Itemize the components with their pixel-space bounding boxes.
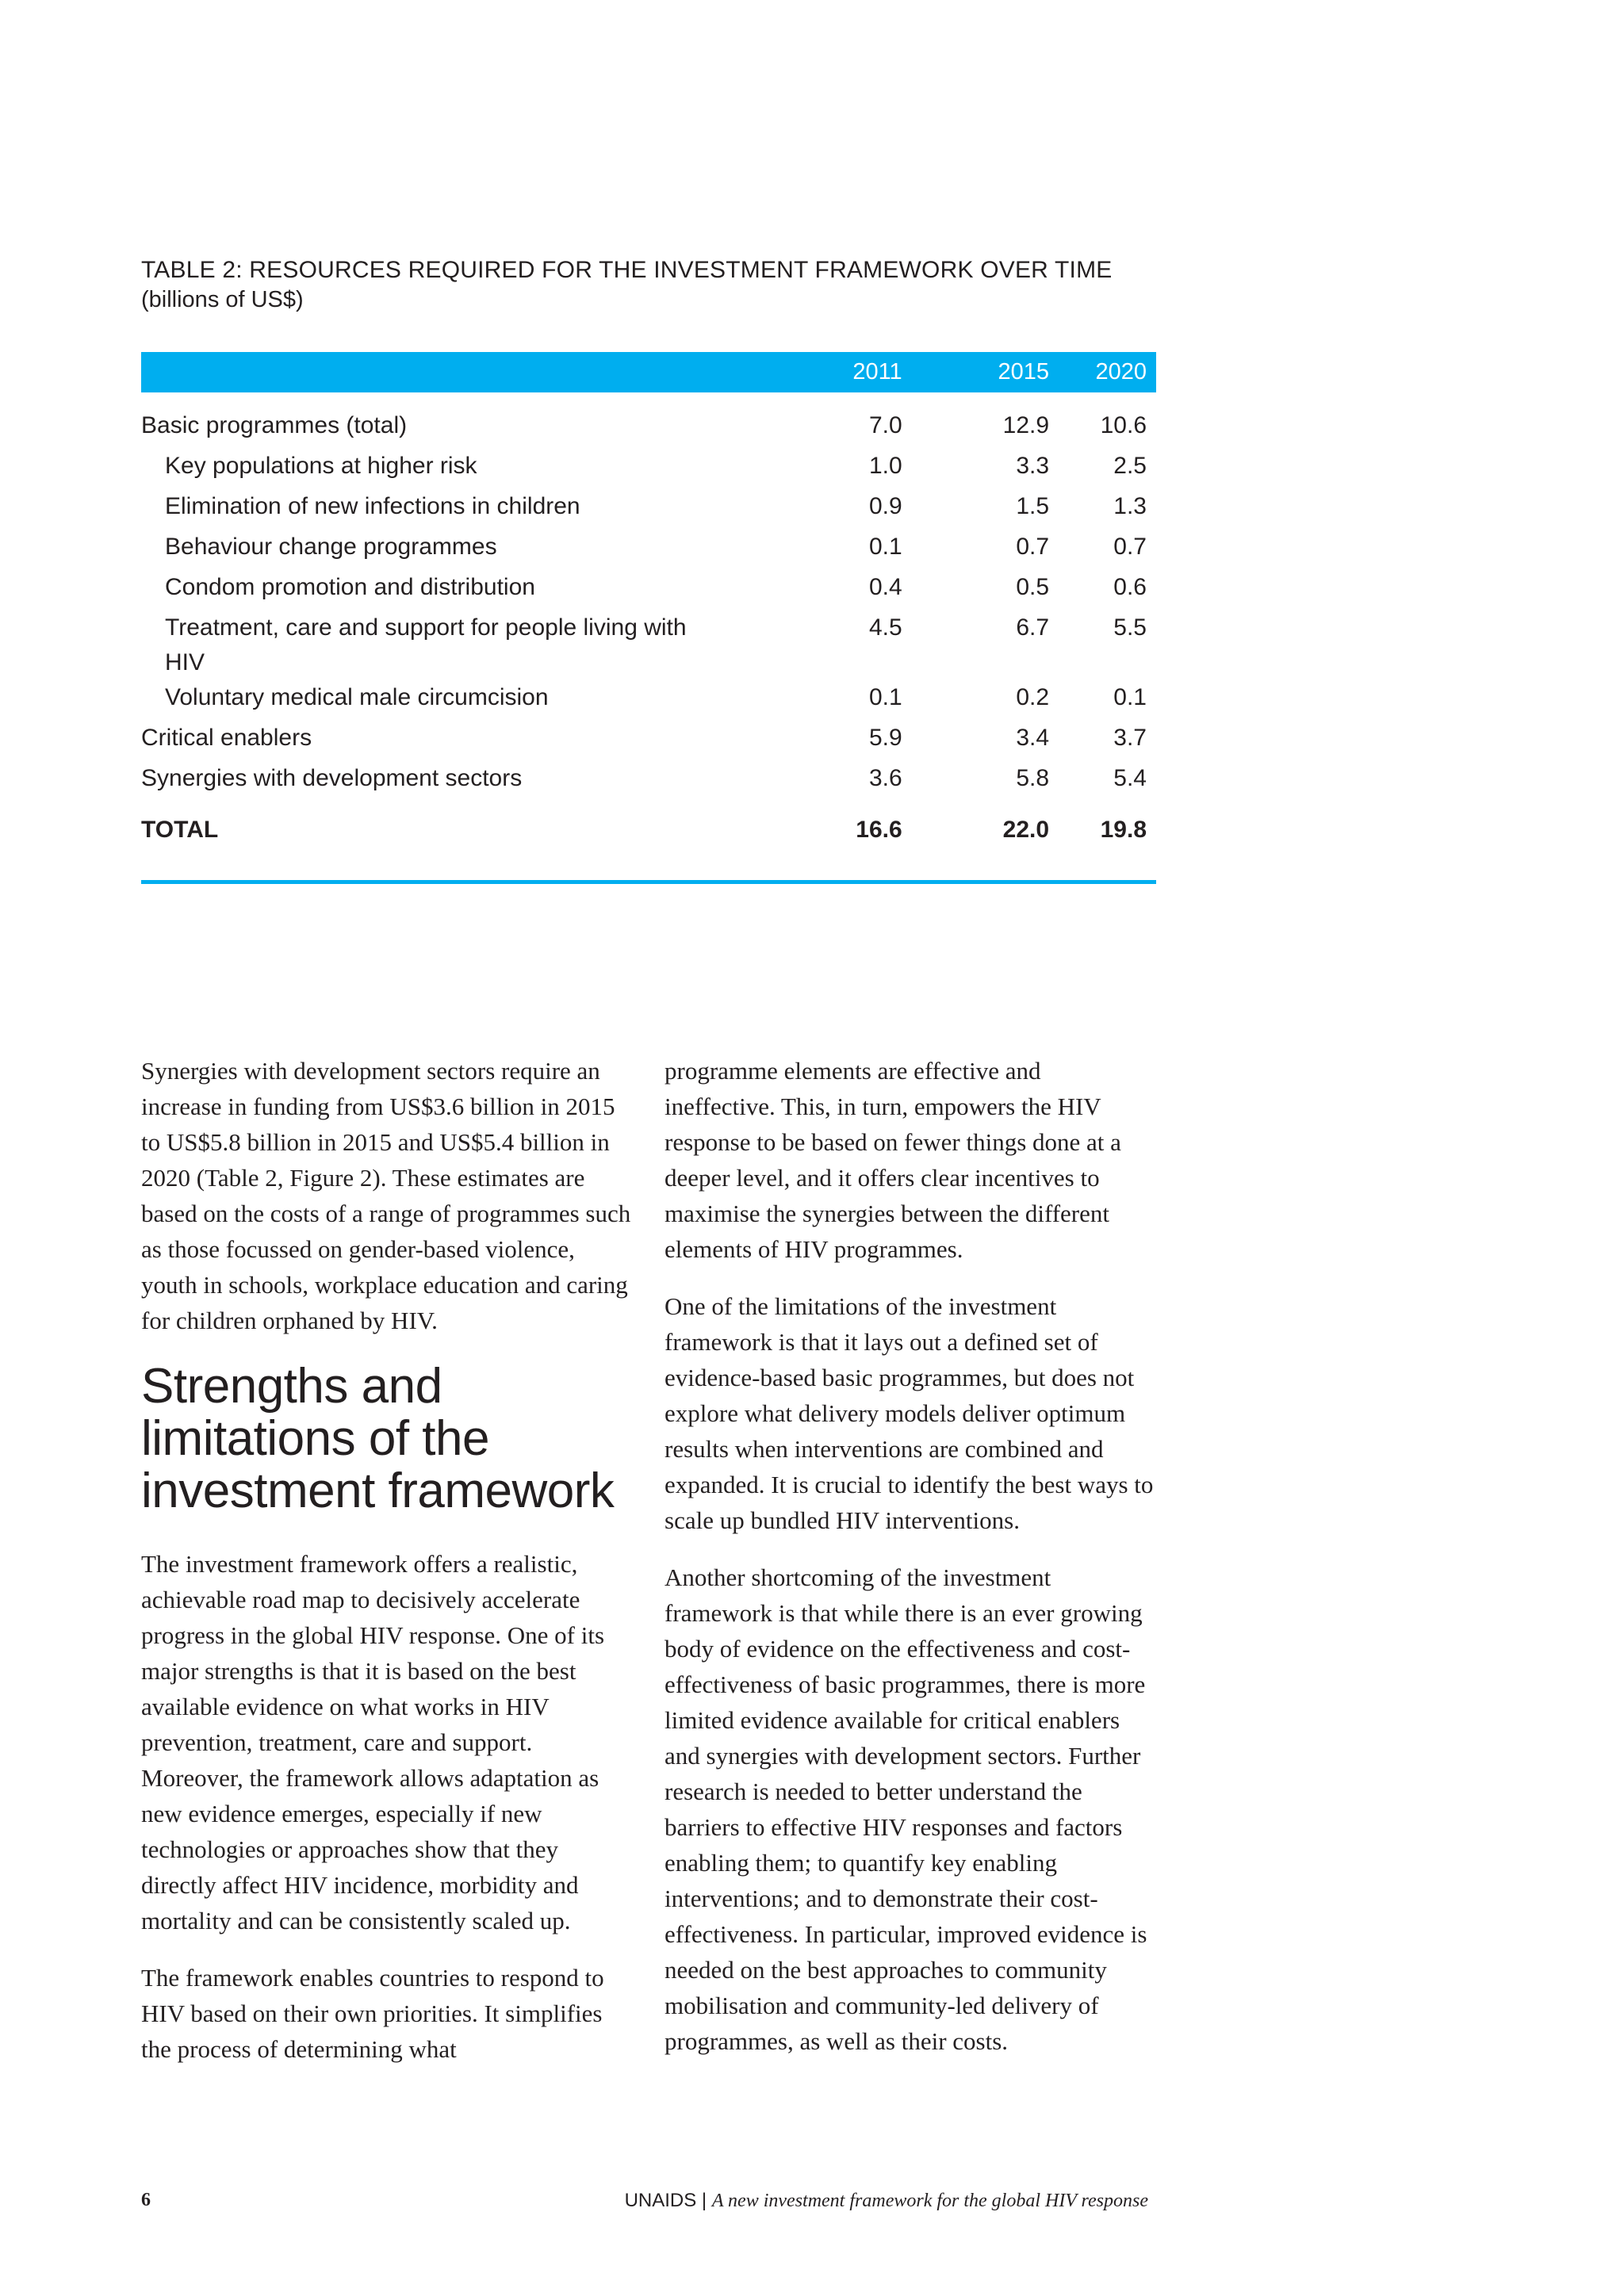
table-row — [141, 610, 1156, 680]
table-block — [141, 255, 1156, 884]
row-label: Condom promotion and distribution — [165, 574, 535, 600]
right-paragraph-1: programme elements are effective and ineffective. This, in turn, empowers the HIV response to be based on fewer things done at a deeper level, and it offers clear incentives to maximise the synergies between the different elements of HIV programmes. — [665, 1057, 1121, 1263]
table-row — [141, 449, 1156, 489]
left-column — [141, 1053, 633, 2088]
right-paragraph-2: One of the limitations of the investment framework is that it lays out a defined set of evidence-based basic programmes, but does not explore what delivery models deliver optimum results when interventions are combined and expanded. It is crucial to identify the best ways to scale up bundled HIV interventions. — [665, 1292, 1154, 1534]
left-paragraph-2: The investment framework offers a realistic, achievable road map to decisively accelerate progress in the global HIV response. One of its major strengths is that it is based on the best available evidence on what works in HIV prevention, treatment, care and support. Moreover, the framework allows adaptation as new evidence emerges, especially if new technologies or approaches show that they directly affect HIV incidence, morbidity and mortality and can be consistently scaled up. — [141, 1550, 605, 1934]
cell-2020: 0.6 — [1113, 574, 1147, 600]
row-label: Treatment, care and support for people living with HIV — [165, 614, 687, 675]
cell-2015: 0.7 — [1016, 534, 1050, 560]
row-label: Critical enablers — [141, 725, 312, 751]
total-2011: 16.6 — [776, 802, 902, 882]
right-column — [665, 1053, 1156, 2080]
cell-2011: 1.0 — [868, 453, 902, 479]
table-row — [141, 680, 1156, 721]
total-2015: 22.0 — [902, 802, 1049, 882]
left-paragraph-3: The framework enables countries to respond to HIV based on their own priorities. It simplifies the process of determining what — [141, 1964, 604, 2063]
cell-2011: 0.9 — [868, 493, 902, 519]
left-paragraph-1: Synergies with development sectors require an increase in funding from US$3.6 billion in 2015 to US$5.8 billion in 2015 and US$5.4 billion in 2020 (Table 2, Figure 2). These estimates are based on the costs of a range of programmes such as those focussed on gender-based violence, youth in schools, workplace education and caring for children orphaned by HIV. — [141, 1057, 631, 1334]
table-header-2015: 2015 — [902, 352, 1049, 392]
total-2020: 19.8 — [1049, 802, 1156, 882]
table-row — [141, 489, 1156, 530]
cell-2011: 3.6 — [868, 765, 902, 791]
footer-publication-title: A new investment framework for the global HIV response — [711, 2191, 1148, 2211]
cell-2020: 0.1 — [1113, 684, 1147, 710]
cell-2011: 5.9 — [868, 725, 902, 751]
table-row — [141, 530, 1156, 570]
page-number: 6 — [141, 2190, 151, 2210]
table-title: TABLE 2: RESOURCES REQUIRED FOR THE INVESTMENT FRAMEWORK OVER TIME — [141, 257, 1113, 283]
resources-table — [141, 352, 1156, 884]
cell-2011: 0.1 — [868, 534, 902, 560]
cell-2015: 12.9 — [1002, 412, 1050, 438]
table-header-2011: 2011 — [776, 352, 902, 392]
footer-credit — [625, 2190, 1148, 2212]
total-label: TOTAL — [141, 802, 776, 882]
cell-2015: 0.5 — [1016, 574, 1050, 600]
row-label: Key populations at higher risk — [165, 453, 477, 479]
cell-2020: 3.7 — [1113, 725, 1147, 751]
table-row — [141, 570, 1156, 610]
cell-2011: 0.1 — [868, 684, 902, 710]
right-paragraph-3: Another shortcoming of the investment framework is that while there is an ever growing body of evidence on the effectiveness and cost-effectiveness of basic programmes, there is more limited evidence available for critical enablers and synergies with development sectors. Further research is needed to better understand the barriers to effective HIV responses and factors enabling them; to quantify key enabling interventions; and to demonstrate their cost-effectiveness. In particular, improved evidence is needed on the best approaches to community mobilisation and community-led delivery of programmes, as well as their costs. — [665, 1563, 1147, 2055]
cell-2015: 0.2 — [1016, 684, 1050, 710]
cell-2011: 0.4 — [868, 574, 902, 600]
row-label: Elimination of new infections in children — [165, 493, 580, 519]
table-row — [141, 761, 1156, 802]
row-label: Voluntary medical male circumcision — [165, 684, 549, 710]
footer-org: UNAIDS | — [624, 2190, 712, 2211]
cell-2015: 5.8 — [1016, 765, 1050, 791]
cell-2011: 7.0 — [868, 412, 902, 438]
row-label: Basic programmes (total) — [141, 412, 408, 438]
row-label: Behaviour change programmes — [165, 534, 497, 560]
cell-2020: 5.5 — [1113, 614, 1147, 641]
cell-2020: 5.4 — [1113, 765, 1147, 791]
cell-2020: 0.7 — [1113, 534, 1147, 560]
table-header-row — [141, 352, 1156, 392]
table-total-row — [141, 802, 1156, 882]
cell-2011: 4.5 — [868, 614, 902, 641]
cell-2015: 3.4 — [1016, 725, 1050, 751]
cell-2020: 1.3 — [1113, 493, 1147, 519]
section-heading: Strengths and limitations of the investment framework — [141, 1359, 615, 1518]
row-label: Synergies with development sectors — [141, 765, 523, 791]
table-header-label — [141, 352, 776, 392]
table-subtitle: (billions of US$) — [141, 287, 304, 312]
table-header-2020: 2020 — [1049, 352, 1156, 392]
table-row — [141, 392, 1156, 449]
cell-2015: 6.7 — [1016, 614, 1050, 641]
table-row — [141, 721, 1156, 761]
cell-2015: 3.3 — [1016, 453, 1050, 479]
cell-2020: 10.6 — [1100, 412, 1147, 438]
cell-2020: 2.5 — [1113, 453, 1147, 479]
cell-2015: 1.5 — [1016, 493, 1050, 519]
